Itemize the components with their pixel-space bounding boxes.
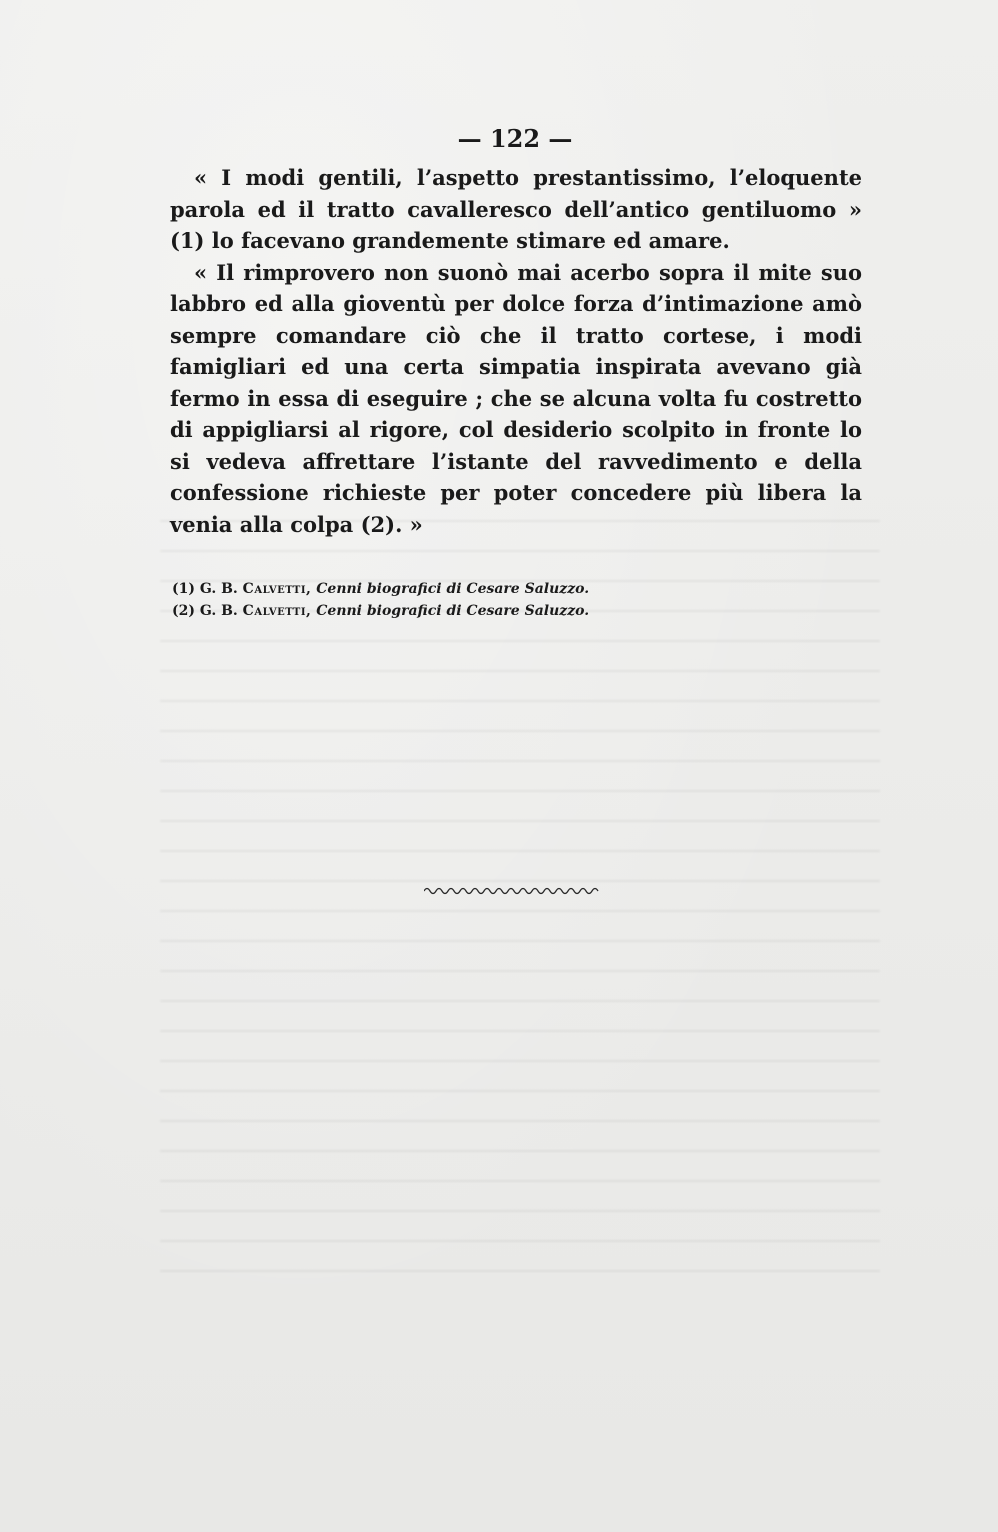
footnote-initials: G. B. xyxy=(199,603,238,619)
footnote-author: Calvetti, xyxy=(242,581,312,597)
bleed-through-texture xyxy=(160,520,880,1300)
footnote-marker: (2) xyxy=(172,603,195,619)
footnote-marker: (1) xyxy=(172,581,195,597)
paragraph: « I modi gentili, l’aspetto prestantissimo, l’eloquente parola ed il tratto cavalleresco dell’antico gentiluomo » (1) lo facevano grandemente stimare ed amare. xyxy=(170,165,862,253)
paragraph: « Il rimprovero non suonò mai acerbo sopra il mite suo labbro ed alla gioventù per dolce forza d’intimazione amò sempre comandare ciò che il tratto cortese, i modi famigliari ed una certa simpatia inspirata avevano già fermo in essa di eseguire ; che se alcuna volta fu costretto di appigliarsi al rigore, col desiderio scolpito in fronte lo si vedeva affrettare l’istante del ravvedimento e della confessione richieste per poter concedere più libera la venia alla colpa (2). » xyxy=(170,259,862,537)
footnote-initials: G. B. xyxy=(199,581,238,597)
footnote-author: Calvetti, xyxy=(242,603,312,619)
footnote xyxy=(172,600,732,622)
footnotes xyxy=(172,578,732,622)
footnote-title: Cenni biografici di Cesare Saluzzo. xyxy=(316,603,590,619)
body-text xyxy=(170,162,862,540)
page-number: — 122 — xyxy=(457,124,573,153)
footnote-title: Cenni biografici di Cesare Saluzzo. xyxy=(316,581,590,597)
wavy-rule-icon xyxy=(424,884,600,898)
footnote xyxy=(172,578,732,600)
